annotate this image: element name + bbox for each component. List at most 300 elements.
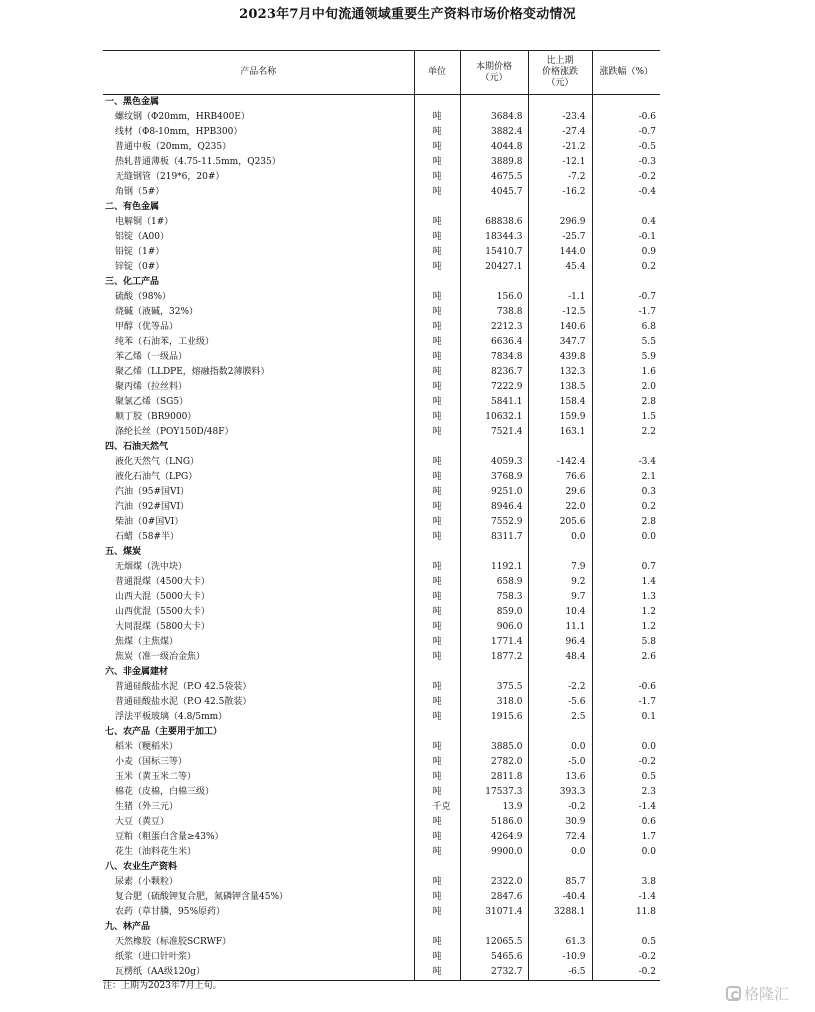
table-row	[103, 485, 660, 500]
pct-cell: 0.7	[592, 560, 660, 575]
category-price-cell	[460, 95, 528, 111]
product-name: 大豆（黄豆）	[115, 817, 170, 827]
header-pct: 涨跌幅（%）	[592, 51, 660, 95]
table-row	[103, 695, 660, 710]
change-cell: 85.7	[528, 875, 592, 890]
product-name: 热轧普通薄板（4.75-11.5mm，Q235）	[115, 157, 281, 167]
pct-cell: 0.0	[592, 845, 660, 860]
change-cell: -6.5	[528, 965, 592, 981]
change-cell: 10.4	[528, 605, 592, 620]
unit-cell: 吨	[414, 260, 460, 275]
category-change-cell	[528, 95, 592, 111]
category-row	[103, 665, 660, 680]
unit-cell: 吨	[414, 320, 460, 335]
unit-cell: 吨	[414, 740, 460, 755]
table-row	[103, 140, 660, 155]
price-cell: 3889.8	[460, 155, 528, 170]
unit-cell: 吨	[414, 590, 460, 605]
pct-cell: 5.8	[592, 635, 660, 650]
category-name: 八、农业生产资料	[105, 862, 178, 872]
table-row	[103, 620, 660, 635]
product-name: 烧碱（液碱，32%）	[115, 307, 199, 317]
change-cell: -27.4	[528, 125, 592, 140]
product-name: 柴油（0#国VI）	[115, 517, 184, 527]
price-cell: 3885.0	[460, 740, 528, 755]
price-cell: 8946.4	[460, 500, 528, 515]
unit-cell: 吨	[414, 695, 460, 710]
unit-cell: 吨	[414, 155, 460, 170]
category-price-cell	[460, 860, 528, 875]
price-cell: 20427.1	[460, 260, 528, 275]
price-cell: 3684.8	[460, 110, 528, 125]
unit-cell: 吨	[414, 215, 460, 230]
unit-cell: 吨	[414, 845, 460, 860]
table-row	[103, 845, 660, 860]
pct-cell: -1.7	[592, 305, 660, 320]
product-name: 顺丁胶（BR9000）	[115, 412, 197, 422]
pct-cell: -3.4	[592, 455, 660, 470]
pct-cell: 2.8	[592, 395, 660, 410]
category-row	[103, 200, 660, 215]
change-cell: 61.3	[528, 935, 592, 950]
change-cell: 2.5	[528, 710, 592, 725]
change-cell: -142.4	[528, 455, 592, 470]
table-row	[103, 110, 660, 125]
pct-cell: -0.2	[592, 965, 660, 981]
price-cell: 7834.8	[460, 350, 528, 365]
price-cell: 2847.6	[460, 890, 528, 905]
unit-cell: 吨	[414, 530, 460, 545]
category-row	[103, 920, 660, 935]
table-row	[103, 785, 660, 800]
price-cell: 1877.2	[460, 650, 528, 665]
pct-cell: 0.5	[592, 935, 660, 950]
pct-cell: 3.8	[592, 875, 660, 890]
change-cell: 132.3	[528, 365, 592, 380]
category-name: 三、化工产品	[105, 277, 160, 287]
category-name: 一、黑色金属	[105, 97, 160, 107]
product-name: 山西大混（5000大卡）	[115, 592, 210, 602]
table-row	[103, 710, 660, 725]
unit-cell: 吨	[414, 410, 460, 425]
product-name: 电解铜（1#）	[115, 217, 174, 227]
table-row	[103, 605, 660, 620]
table-row	[103, 455, 660, 470]
unit-cell: 吨	[414, 620, 460, 635]
unit-cell: 吨	[414, 365, 460, 380]
category-pct-cell	[592, 440, 660, 455]
product-name: 角钢（5#）	[115, 187, 165, 197]
change-cell: 163.1	[528, 425, 592, 440]
price-cell: 859.0	[460, 605, 528, 620]
pct-cell: -0.6	[592, 110, 660, 125]
unit-cell: 吨	[414, 455, 460, 470]
product-name: 普通硅酸盐水泥（P.O 42.5袋装）	[115, 682, 252, 692]
category-change-cell	[528, 440, 592, 455]
change-cell: -10.9	[528, 950, 592, 965]
pct-cell: 2.3	[592, 785, 660, 800]
product-name: 普通硅酸盐水泥（P.O 42.5散装）	[115, 697, 252, 707]
unit-cell: 吨	[414, 245, 460, 260]
product-name: 纸浆（进口针叶浆）	[115, 952, 197, 962]
price-cell: 4059.3	[460, 455, 528, 470]
category-price-cell	[460, 665, 528, 680]
change-cell: -16.2	[528, 185, 592, 200]
table-row	[103, 950, 660, 965]
table-row	[103, 470, 660, 485]
change-cell: -5.6	[528, 695, 592, 710]
price-cell: 18344.3	[460, 230, 528, 245]
unit-cell: 吨	[414, 950, 460, 965]
price-cell: 738.8	[460, 305, 528, 320]
price-cell: 13.9	[460, 800, 528, 815]
change-cell: -12.1	[528, 155, 592, 170]
category-pct-cell	[592, 545, 660, 560]
unit-cell: 吨	[414, 905, 460, 920]
unit-cell: 吨	[414, 170, 460, 185]
pct-cell: 11.8	[592, 905, 660, 920]
change-cell: 22.0	[528, 500, 592, 515]
price-cell: 4044.8	[460, 140, 528, 155]
price-cell: 7222.9	[460, 380, 528, 395]
table-row	[103, 770, 660, 785]
category-row	[103, 725, 660, 740]
price-cell: 906.0	[460, 620, 528, 635]
pct-cell: 2.8	[592, 515, 660, 530]
category-price-cell	[460, 545, 528, 560]
price-cell: 758.3	[460, 590, 528, 605]
category-unit-cell	[414, 920, 460, 935]
category-change-cell	[528, 275, 592, 290]
change-cell: 7.9	[528, 560, 592, 575]
pct-cell: 0.0	[592, 740, 660, 755]
pct-cell: 1.5	[592, 410, 660, 425]
price-cell: 15410.7	[460, 245, 528, 260]
unit-cell: 吨	[414, 770, 460, 785]
table-row	[103, 335, 660, 350]
pct-cell: 5.9	[592, 350, 660, 365]
change-cell: 138.5	[528, 380, 592, 395]
header-unit: 单位	[414, 51, 460, 95]
price-cell: 8311.7	[460, 530, 528, 545]
category-unit-cell	[414, 665, 460, 680]
category-unit-cell	[414, 860, 460, 875]
product-name: 浮法平板玻璃（4.8/5mm）	[115, 712, 228, 722]
category-name: 二、有色金属	[105, 202, 160, 212]
table-row	[103, 755, 660, 770]
price-cell: 3768.9	[460, 470, 528, 485]
product-name: 玉米（黄玉米二等）	[115, 772, 197, 782]
product-name: 石蜡（58#半）	[115, 532, 179, 542]
change-cell: 393.3	[528, 785, 592, 800]
unit-cell: 吨	[414, 815, 460, 830]
product-name: 尿素（小颗粒）	[115, 877, 179, 887]
change-cell: -2.2	[528, 680, 592, 695]
unit-cell: 吨	[414, 425, 460, 440]
pct-cell: -0.4	[592, 185, 660, 200]
unit-cell: 千克	[414, 800, 460, 815]
product-name: 棉花（皮棉，白棉三级）	[115, 787, 215, 797]
pct-cell: -1.4	[592, 890, 660, 905]
table-row	[103, 290, 660, 305]
price-cell: 1192.1	[460, 560, 528, 575]
product-name: 无烟煤（洗中块）	[115, 562, 188, 572]
table-body	[103, 95, 660, 981]
change-cell: 0.0	[528, 530, 592, 545]
category-pct-cell	[592, 725, 660, 740]
change-cell: 140.6	[528, 320, 592, 335]
price-cell: 658.9	[460, 575, 528, 590]
price-cell: 2322.0	[460, 875, 528, 890]
price-table-container	[103, 50, 660, 981]
table-row	[103, 500, 660, 515]
pct-cell: 0.3	[592, 485, 660, 500]
price-cell: 375.5	[460, 680, 528, 695]
pct-cell: -0.6	[592, 680, 660, 695]
price-cell: 8236.7	[460, 365, 528, 380]
price-table	[103, 50, 660, 981]
unit-cell: 吨	[414, 305, 460, 320]
watermark	[726, 983, 789, 1004]
change-cell: -5.0	[528, 755, 592, 770]
product-name: 汽油（92#国VI）	[115, 502, 190, 512]
product-name: 小麦（国标三等）	[115, 757, 188, 767]
category-name: 四、石油天然气	[105, 442, 169, 452]
table-header	[103, 51, 660, 95]
table-row	[103, 155, 660, 170]
category-unit-cell	[414, 440, 460, 455]
unit-cell: 吨	[414, 575, 460, 590]
table-row	[103, 185, 660, 200]
pct-cell: -0.7	[592, 290, 660, 305]
product-name: 聚氯乙烯（SG5）	[115, 397, 189, 407]
change-cell: 96.4	[528, 635, 592, 650]
product-name: 铝锭（A00）	[115, 232, 169, 242]
unit-cell: 吨	[414, 935, 460, 950]
change-cell: 30.9	[528, 815, 592, 830]
product-name: 复合肥（硫酸钾复合肥，氮磷钾含量45%）	[115, 892, 289, 902]
product-name: 焦煤（主焦煤）	[115, 637, 179, 647]
pct-cell: 1.2	[592, 605, 660, 620]
table-row	[103, 395, 660, 410]
unit-cell: 吨	[414, 890, 460, 905]
product-name: 大同混煤（5800大卡）	[115, 622, 210, 632]
price-cell: 2732.7	[460, 965, 528, 981]
product-name: 聚丙烯（拉丝料）	[115, 382, 188, 392]
table-row	[103, 560, 660, 575]
category-change-cell	[528, 725, 592, 740]
change-cell: 9.7	[528, 590, 592, 605]
category-change-cell	[528, 200, 592, 215]
table-row	[103, 935, 660, 950]
pct-cell: 1.7	[592, 830, 660, 845]
category-price-cell	[460, 920, 528, 935]
gelonghui-logo-icon	[726, 986, 741, 1001]
category-unit-cell	[414, 200, 460, 215]
pct-cell: 2.0	[592, 380, 660, 395]
product-name: 花生（油料花生米）	[115, 847, 197, 857]
category-pct-cell	[592, 95, 660, 111]
table-row	[103, 170, 660, 185]
product-name: 稻米（粳稻米）	[115, 742, 179, 752]
change-cell: -1.1	[528, 290, 592, 305]
price-cell: 4264.9	[460, 830, 528, 845]
change-cell: 72.4	[528, 830, 592, 845]
category-unit-cell	[414, 275, 460, 290]
table-row	[103, 680, 660, 695]
table-row	[103, 245, 660, 260]
unit-cell: 吨	[414, 395, 460, 410]
pct-cell: -1.7	[592, 695, 660, 710]
price-cell: 2811.8	[460, 770, 528, 785]
pct-cell: 0.5	[592, 770, 660, 785]
pct-cell: 1.3	[592, 590, 660, 605]
product-name: 山西优混（5500大卡）	[115, 607, 210, 617]
category-row	[103, 95, 660, 111]
pct-cell: -1.4	[592, 800, 660, 815]
change-cell: -21.2	[528, 140, 592, 155]
category-change-cell	[528, 860, 592, 875]
pct-cell: 2.1	[592, 470, 660, 485]
pct-cell: 0.0	[592, 530, 660, 545]
change-cell: 0.0	[528, 845, 592, 860]
table-row	[103, 635, 660, 650]
table-row	[103, 305, 660, 320]
product-name: 豆粕（粗蛋白含量≥43%）	[115, 832, 224, 842]
category-row	[103, 545, 660, 560]
product-name: 生猪（外三元）	[115, 802, 179, 812]
category-pct-cell	[592, 275, 660, 290]
price-cell: 2212.3	[460, 320, 528, 335]
unit-cell: 吨	[414, 515, 460, 530]
category-pct-cell	[592, 920, 660, 935]
table-row	[103, 800, 660, 815]
pct-cell: 0.1	[592, 710, 660, 725]
price-cell: 156.0	[460, 290, 528, 305]
change-cell: 347.7	[528, 335, 592, 350]
unit-cell: 吨	[414, 470, 460, 485]
product-name: 焦炭（准一级冶金焦）	[115, 652, 206, 662]
unit-cell: 吨	[414, 125, 460, 140]
unit-cell: 吨	[414, 710, 460, 725]
product-name: 液化天然气（LNG）	[115, 457, 200, 467]
change-cell: 45.4	[528, 260, 592, 275]
pct-cell: 1.2	[592, 620, 660, 635]
pct-cell: 1.4	[592, 575, 660, 590]
category-unit-cell	[414, 545, 460, 560]
table-row	[103, 875, 660, 890]
change-cell: -0.2	[528, 800, 592, 815]
price-cell: 1771.4	[460, 635, 528, 650]
category-row	[103, 440, 660, 455]
watermark-text: 格隆汇	[744, 985, 790, 1003]
product-name: 锌锭（0#）	[115, 262, 165, 272]
product-name: 铅锭（1#）	[115, 247, 165, 257]
table-row	[103, 215, 660, 230]
table-row	[103, 815, 660, 830]
product-name: 聚乙烯（LLDPE，熔融指数2薄膜料）	[115, 367, 270, 377]
change-cell: -12.5	[528, 305, 592, 320]
table-row	[103, 905, 660, 920]
price-cell: 4045.7	[460, 185, 528, 200]
unit-cell: 吨	[414, 140, 460, 155]
change-cell: 158.4	[528, 395, 592, 410]
change-cell: -40.4	[528, 890, 592, 905]
table-row	[103, 125, 660, 140]
pct-cell: 1.6	[592, 365, 660, 380]
unit-cell: 吨	[414, 110, 460, 125]
table-row	[103, 650, 660, 665]
product-name: 汽油（95#国VI）	[115, 487, 190, 497]
price-cell: 5186.0	[460, 815, 528, 830]
product-name: 天然橡胶（标准胶SCRWF）	[115, 937, 232, 947]
page-title: 2023年7月中旬流通领域重要生产资料市场价格变动情况	[239, 7, 576, 22]
change-cell: 76.6	[528, 470, 592, 485]
pct-cell: 0.4	[592, 215, 660, 230]
price-cell: 3882.4	[460, 125, 528, 140]
pct-cell: -0.7	[592, 125, 660, 140]
price-cell: 1915.6	[460, 710, 528, 725]
table-row	[103, 260, 660, 275]
pct-cell: 0.2	[592, 260, 660, 275]
change-cell: 159.9	[528, 410, 592, 425]
price-cell: 9900.0	[460, 845, 528, 860]
table-row	[103, 890, 660, 905]
change-cell: 296.9	[528, 215, 592, 230]
price-cell: 7552.9	[460, 515, 528, 530]
header-price: 本期价格 （元）	[460, 51, 528, 95]
pct-cell: 6.8	[592, 320, 660, 335]
product-name: 纯苯（石油苯，工业级）	[115, 337, 215, 347]
pct-cell: -0.2	[592, 170, 660, 185]
category-price-cell	[460, 440, 528, 455]
category-change-cell	[528, 545, 592, 560]
table-row	[103, 515, 660, 530]
change-cell: 144.0	[528, 245, 592, 260]
product-name: 甲醇（优等品）	[115, 322, 179, 332]
unit-cell: 吨	[414, 755, 460, 770]
change-cell: 9.2	[528, 575, 592, 590]
category-change-cell	[528, 665, 592, 680]
pct-cell: 2.6	[592, 650, 660, 665]
price-cell: 12065.5	[460, 935, 528, 950]
change-cell: 11.1	[528, 620, 592, 635]
category-change-cell	[528, 920, 592, 935]
unit-cell: 吨	[414, 605, 460, 620]
price-cell: 10632.1	[460, 410, 528, 425]
product-name: 农药（草甘膦，95%原药）	[115, 907, 226, 917]
change-cell: 48.4	[528, 650, 592, 665]
pct-cell: 0.6	[592, 815, 660, 830]
category-unit-cell	[414, 95, 460, 111]
pct-cell: -0.5	[592, 140, 660, 155]
table-row	[103, 230, 660, 245]
table-row	[103, 575, 660, 590]
price-cell: 318.0	[460, 695, 528, 710]
price-cell: 17537.3	[460, 785, 528, 800]
unit-cell: 吨	[414, 560, 460, 575]
product-name: 液化石油气（LPG）	[115, 472, 198, 482]
unit-cell: 吨	[414, 335, 460, 350]
footnote: 注：上期为2023年7月上旬。	[103, 981, 222, 991]
change-cell: 29.6	[528, 485, 592, 500]
change-cell: 439.8	[528, 350, 592, 365]
unit-cell: 吨	[414, 875, 460, 890]
unit-cell: 吨	[414, 830, 460, 845]
price-cell: 5841.1	[460, 395, 528, 410]
unit-cell: 吨	[414, 965, 460, 981]
category-name: 七、农产品（主要用于加工）	[105, 727, 223, 737]
